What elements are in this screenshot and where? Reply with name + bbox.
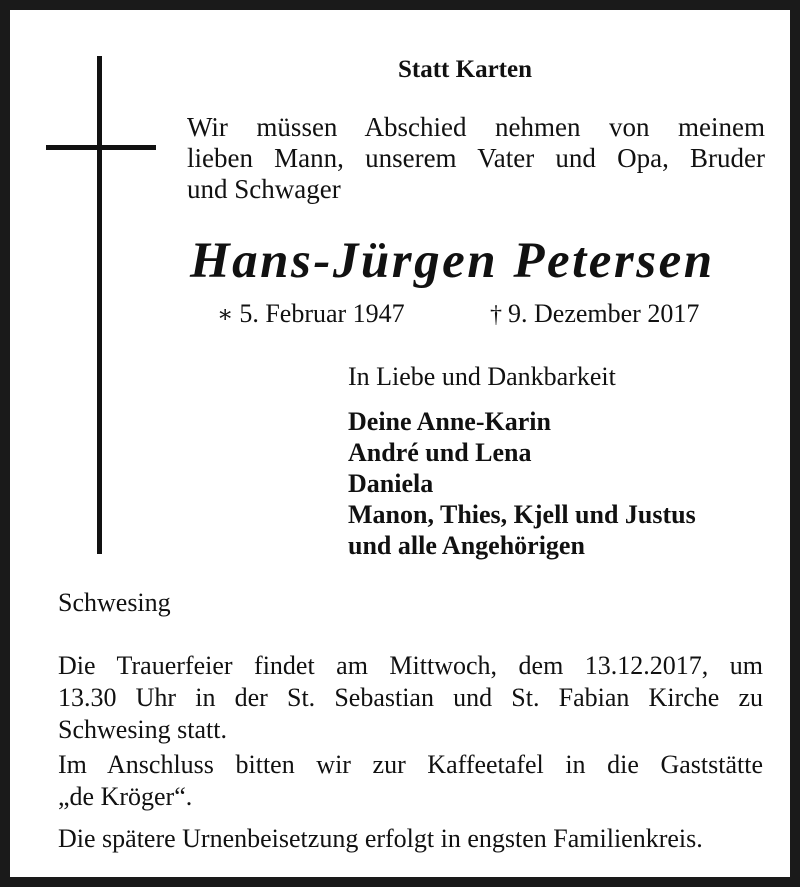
reception-paragraph (58, 749, 763, 813)
signer-line: und alle Angehörigen (348, 531, 585, 560)
deceased-name: Hans-Jürgen Petersen (190, 233, 715, 289)
funeral-line: Die Trauerfeier findet am Mittwoch, dem 13.12.2017, um (58, 651, 763, 680)
urn-paragraph (58, 823, 763, 855)
birth-date (217, 299, 405, 329)
funeral-paragraph (58, 650, 763, 746)
reception-line: Im Anschluss bitten wir zur Kaffeetafel in die Gaststätte (58, 750, 763, 779)
header-text: Statt Karten (398, 56, 532, 83)
intro-line: lieben Mann, unserem Vater und Opa, Bruder (187, 143, 765, 173)
intro-line: Wir müssen Abschied nehmen von meinem (187, 112, 765, 142)
death-cross-icon: † (490, 302, 502, 328)
birth-star-icon: ∗ (217, 302, 234, 328)
funeral-line: 13.30 Uhr in der St. Sebastian und St. Fabian Kirche zu (58, 683, 763, 712)
signer-line: Manon, Thies, Kjell und Justus (348, 500, 696, 529)
death-date-text: 9. Dezember 2017 (508, 299, 700, 328)
signer-line: Daniela (348, 469, 434, 498)
urn-line: Die spätere Urnenbeisetzung erfolgt in engsten Familienkreis. (58, 824, 703, 853)
signer-line: Deine Anne-Karin (348, 407, 551, 436)
cross-horizontal-bar (46, 145, 156, 150)
signers-list (348, 406, 696, 561)
reception-line: „de Kröger“. (58, 782, 193, 811)
place-name: Schwesing (58, 588, 171, 617)
birth-date-text: 5. Februar 1947 (239, 299, 405, 328)
closing-phrase: In Liebe und Dankbarkeit (348, 362, 616, 391)
signer-line: André und Lena (348, 438, 532, 467)
intro-line: und Schwager (187, 174, 341, 204)
intro-text (187, 112, 765, 205)
cross-vertical-bar (97, 56, 102, 554)
death-date (490, 299, 699, 329)
funeral-line: Schwesing statt. (58, 715, 227, 744)
